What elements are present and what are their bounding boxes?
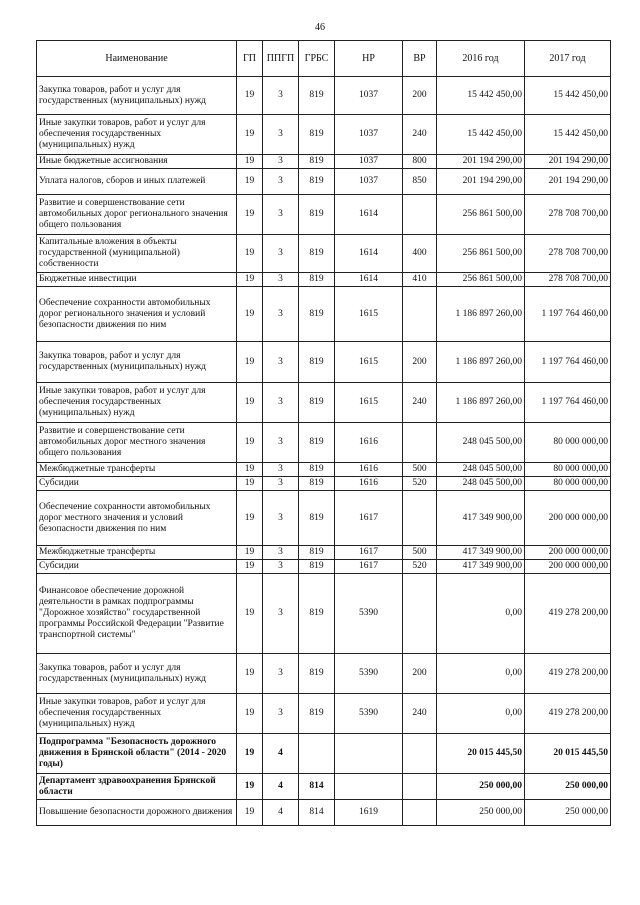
row-gp-cell: 19	[237, 546, 263, 560]
table-row	[37, 477, 611, 491]
row-vr-cell: 850	[403, 169, 437, 195]
row-2016-cell: 0,00	[437, 694, 525, 734]
row-nr-cell: 1037	[335, 169, 403, 195]
row-vr-cell: 240	[403, 694, 437, 734]
row-nr-cell: 1617	[335, 491, 403, 546]
row-2016-cell: 20 015 445,50	[437, 734, 525, 774]
row-2016-cell: 417 349 900,00	[437, 560, 525, 574]
row-ppgp-cell: 3	[263, 235, 299, 273]
row-gp-cell: 19	[237, 734, 263, 774]
row-grbs-cell: 819	[299, 77, 335, 115]
row-name-cell: Развитие и совершенствование сети автомобильных дорог регионального значения общего пользования	[37, 195, 237, 235]
row-ppgp-cell: 4	[263, 800, 299, 826]
row-2017-cell: 200 000 000,00	[525, 560, 611, 574]
row-name-cell: Закупка товаров, работ и услуг для государственных (муниципальных) нужд	[37, 654, 237, 694]
table-row	[37, 155, 611, 169]
row-name-cell: Развитие и совершенствование сети автомобильных дорог местного значения общего пользования	[37, 423, 237, 463]
header-2017: 2017 год	[525, 41, 611, 77]
row-nr-cell	[335, 774, 403, 800]
header-name: Наименование	[37, 41, 237, 77]
row-nr-cell: 1614	[335, 195, 403, 235]
row-grbs-cell: 819	[299, 560, 335, 574]
row-name-cell: Департамент здравоохранения Брянской области	[37, 774, 237, 800]
row-grbs-cell: 819	[299, 383, 335, 423]
table-row	[37, 774, 611, 800]
table-row	[37, 235, 611, 273]
row-grbs-cell: 814	[299, 800, 335, 826]
table-row	[37, 77, 611, 115]
row-ppgp-cell: 3	[263, 694, 299, 734]
row-nr-cell: 1619	[335, 800, 403, 826]
row-2017-cell: 200 000 000,00	[525, 491, 611, 546]
row-name-cell: Уплата налогов, сборов и иных платежей	[37, 169, 237, 195]
row-vr-cell: 520	[403, 560, 437, 574]
row-vr-cell	[403, 287, 437, 342]
row-name-cell: Субсидии	[37, 477, 237, 491]
table-row	[37, 546, 611, 560]
row-2017-cell: 419 278 200,00	[525, 694, 611, 734]
row-name-cell: Иные бюджетные ассигнования	[37, 155, 237, 169]
row-name-cell: Иные закупки товаров, работ и услуг для обеспечения государственных (муниципальных) нужд	[37, 115, 237, 155]
row-gp-cell: 19	[237, 273, 263, 287]
row-vr-cell	[403, 574, 437, 654]
row-gp-cell: 19	[237, 342, 263, 383]
row-grbs-cell: 819	[299, 115, 335, 155]
row-name-cell: Межбюджетные трансферты	[37, 546, 237, 560]
row-2017-cell: 250 000,00	[525, 774, 611, 800]
table-row	[37, 491, 611, 546]
row-gp-cell: 19	[237, 574, 263, 654]
table-row	[37, 169, 611, 195]
row-2016-cell: 248 045 500,00	[437, 463, 525, 477]
row-2016-cell: 256 861 500,00	[437, 273, 525, 287]
row-vr-cell: 200	[403, 77, 437, 115]
row-2016-cell: 1 186 897 260,00	[437, 287, 525, 342]
row-gp-cell: 19	[237, 169, 263, 195]
row-grbs-cell: 819	[299, 169, 335, 195]
row-nr-cell	[335, 734, 403, 774]
row-2017-cell: 1 197 764 460,00	[525, 383, 611, 423]
row-name-cell: Субсидии	[37, 560, 237, 574]
header-gp: ГП	[237, 41, 263, 77]
row-gp-cell: 19	[237, 77, 263, 115]
row-vr-cell: 200	[403, 342, 437, 383]
row-2016-cell: 15 442 450,00	[437, 115, 525, 155]
row-grbs-cell: 819	[299, 546, 335, 560]
row-vr-cell	[403, 800, 437, 826]
row-nr-cell: 5390	[335, 574, 403, 654]
row-2017-cell: 80 000 000,00	[525, 463, 611, 477]
row-nr-cell: 1615	[335, 287, 403, 342]
row-gp-cell: 19	[237, 423, 263, 463]
row-grbs-cell	[299, 734, 335, 774]
row-vr-cell: 200	[403, 654, 437, 694]
row-ppgp-cell: 4	[263, 734, 299, 774]
row-name-cell: Капитальные вложения в объекты государственной (муниципальной) собственности	[37, 235, 237, 273]
table-row	[37, 273, 611, 287]
table-row	[37, 195, 611, 235]
header-2016: 2016 год	[437, 41, 525, 77]
row-name-cell: Повышение безопасности дорожного движения	[37, 800, 237, 826]
row-2016-cell: 1 186 897 260,00	[437, 342, 525, 383]
row-ppgp-cell: 3	[263, 287, 299, 342]
row-name-cell: Иные закупки товаров, работ и услуг для обеспечения государственных (муниципальных) нужд	[37, 694, 237, 734]
table-row	[37, 694, 611, 734]
row-nr-cell: 5390	[335, 694, 403, 734]
row-nr-cell: 1615	[335, 383, 403, 423]
row-2017-cell: 419 278 200,00	[525, 574, 611, 654]
row-vr-cell: 520	[403, 477, 437, 491]
row-name-cell: Иные закупки товаров, работ и услуг для обеспечения государственных (муниципальных) нужд	[37, 383, 237, 423]
row-2016-cell: 15 442 450,00	[437, 77, 525, 115]
row-2016-cell: 1 186 897 260,00	[437, 383, 525, 423]
row-2016-cell: 256 861 500,00	[437, 235, 525, 273]
row-gp-cell: 19	[237, 694, 263, 734]
row-2017-cell: 278 708 700,00	[525, 273, 611, 287]
row-grbs-cell: 819	[299, 574, 335, 654]
row-2017-cell: 20 015 445,50	[525, 734, 611, 774]
row-2017-cell: 278 708 700,00	[525, 235, 611, 273]
row-nr-cell: 1617	[335, 546, 403, 560]
row-2017-cell: 1 197 764 460,00	[525, 287, 611, 342]
row-2017-cell: 1 197 764 460,00	[525, 342, 611, 383]
row-2017-cell: 200 000 000,00	[525, 546, 611, 560]
row-ppgp-cell: 3	[263, 477, 299, 491]
table-body	[37, 77, 611, 826]
table-row	[37, 383, 611, 423]
row-2017-cell: 201 194 290,00	[525, 155, 611, 169]
row-ppgp-cell: 3	[263, 463, 299, 477]
row-vr-cell	[403, 774, 437, 800]
table-row	[37, 463, 611, 477]
row-2017-cell: 278 708 700,00	[525, 195, 611, 235]
row-grbs-cell: 819	[299, 463, 335, 477]
row-grbs-cell: 819	[299, 287, 335, 342]
header-nr: НР	[335, 41, 403, 77]
table-row	[37, 800, 611, 826]
page-number: 46	[315, 22, 325, 33]
row-ppgp-cell: 3	[263, 155, 299, 169]
row-gp-cell: 19	[237, 195, 263, 235]
row-nr-cell: 1614	[335, 235, 403, 273]
table-row	[37, 654, 611, 694]
row-grbs-cell: 819	[299, 694, 335, 734]
row-name-cell: Бюджетные инвестиции	[37, 273, 237, 287]
row-vr-cell: 400	[403, 235, 437, 273]
row-name-cell: Закупка товаров, работ и услуг для государственных (муниципальных) нужд	[37, 77, 237, 115]
table-header-row	[37, 41, 611, 77]
header-grbs: ГРБС	[299, 41, 335, 77]
row-name-cell: Закупка товаров, работ и услуг для государственных (муниципальных) нужд	[37, 342, 237, 383]
row-2016-cell: 201 194 290,00	[437, 169, 525, 195]
row-vr-cell	[403, 195, 437, 235]
row-grbs-cell: 819	[299, 491, 335, 546]
row-2017-cell: 250 000,00	[525, 800, 611, 826]
row-ppgp-cell: 3	[263, 574, 299, 654]
table-row	[37, 574, 611, 654]
row-ppgp-cell: 3	[263, 195, 299, 235]
row-gp-cell: 19	[237, 654, 263, 694]
row-grbs-cell: 819	[299, 342, 335, 383]
row-ppgp-cell: 3	[263, 77, 299, 115]
budget-table	[36, 40, 611, 826]
row-gp-cell: 19	[237, 491, 263, 546]
row-2016-cell: 256 861 500,00	[437, 195, 525, 235]
row-nr-cell: 1037	[335, 77, 403, 115]
row-gp-cell: 19	[237, 115, 263, 155]
row-2017-cell: 419 278 200,00	[525, 654, 611, 694]
row-ppgp-cell: 3	[263, 115, 299, 155]
row-grbs-cell: 819	[299, 477, 335, 491]
row-ppgp-cell: 4	[263, 774, 299, 800]
row-2016-cell: 0,00	[437, 574, 525, 654]
row-gp-cell: 19	[237, 774, 263, 800]
table-row	[37, 115, 611, 155]
row-ppgp-cell: 3	[263, 654, 299, 694]
row-gp-cell: 19	[237, 800, 263, 826]
row-2016-cell: 248 045 500,00	[437, 477, 525, 491]
row-2016-cell: 0,00	[437, 654, 525, 694]
row-ppgp-cell: 3	[263, 546, 299, 560]
row-vr-cell: 410	[403, 273, 437, 287]
row-grbs-cell: 819	[299, 155, 335, 169]
row-2017-cell: 201 194 290,00	[525, 169, 611, 195]
row-ppgp-cell: 3	[263, 273, 299, 287]
row-name-cell: Обеспечение сохранности автомобильных дорог регионального значения и условий безопасности движения по ним	[37, 287, 237, 342]
table-row	[37, 287, 611, 342]
row-nr-cell: 1614	[335, 273, 403, 287]
row-ppgp-cell: 3	[263, 423, 299, 463]
row-grbs-cell: 819	[299, 273, 335, 287]
row-gp-cell: 19	[237, 463, 263, 477]
row-vr-cell: 500	[403, 463, 437, 477]
row-gp-cell: 19	[237, 287, 263, 342]
row-2016-cell: 201 194 290,00	[437, 155, 525, 169]
row-gp-cell: 19	[237, 383, 263, 423]
row-nr-cell: 1037	[335, 155, 403, 169]
row-gp-cell: 19	[237, 477, 263, 491]
row-grbs-cell: 819	[299, 195, 335, 235]
row-nr-cell: 1616	[335, 423, 403, 463]
row-name-cell: Финансовое обеспечение дорожной деятельности в рамках подпрограммы "Дорожное хозяйство" государственной программы Российской Федерации "Развитие транспортной системы"	[37, 574, 237, 654]
row-gp-cell: 19	[237, 560, 263, 574]
row-2016-cell: 250 000,00	[437, 774, 525, 800]
row-ppgp-cell: 3	[263, 560, 299, 574]
row-nr-cell: 5390	[335, 654, 403, 694]
row-grbs-cell: 814	[299, 774, 335, 800]
row-vr-cell: 240	[403, 115, 437, 155]
row-2017-cell: 15 442 450,00	[525, 115, 611, 155]
row-gp-cell: 19	[237, 155, 263, 169]
row-name-cell: Обеспечение сохранности автомобильных дорог местного значения и условий безопасности движения по ним	[37, 491, 237, 546]
row-ppgp-cell: 3	[263, 383, 299, 423]
row-2017-cell: 80 000 000,00	[525, 423, 611, 463]
row-ppgp-cell: 3	[263, 169, 299, 195]
table-row	[37, 560, 611, 574]
row-2017-cell: 80 000 000,00	[525, 477, 611, 491]
row-vr-cell	[403, 423, 437, 463]
row-ppgp-cell: 3	[263, 342, 299, 383]
row-vr-cell: 800	[403, 155, 437, 169]
row-vr-cell	[403, 491, 437, 546]
row-2016-cell: 248 045 500,00	[437, 423, 525, 463]
row-vr-cell: 500	[403, 546, 437, 560]
header-vr: ВР	[403, 41, 437, 77]
row-nr-cell: 1037	[335, 115, 403, 155]
row-2016-cell: 417 349 900,00	[437, 546, 525, 560]
row-ppgp-cell: 3	[263, 491, 299, 546]
row-nr-cell: 1617	[335, 560, 403, 574]
row-nr-cell: 1616	[335, 463, 403, 477]
row-nr-cell: 1616	[335, 477, 403, 491]
table-row	[37, 342, 611, 383]
row-grbs-cell: 819	[299, 235, 335, 273]
table-row	[37, 423, 611, 463]
header-ppgp: ППГП	[263, 41, 299, 77]
row-name-cell: Подпрограмма "Безопасность дорожного движения в Брянской области" (2014 - 2020 годы)	[37, 734, 237, 774]
row-2016-cell: 250 000,00	[437, 800, 525, 826]
row-vr-cell: 240	[403, 383, 437, 423]
row-2017-cell: 15 442 450,00	[525, 77, 611, 115]
row-nr-cell: 1615	[335, 342, 403, 383]
row-vr-cell	[403, 734, 437, 774]
row-gp-cell: 19	[237, 235, 263, 273]
table-row	[37, 734, 611, 774]
row-2016-cell: 417 349 900,00	[437, 491, 525, 546]
row-name-cell: Межбюджетные трансферты	[37, 463, 237, 477]
row-grbs-cell: 819	[299, 654, 335, 694]
row-grbs-cell: 819	[299, 423, 335, 463]
